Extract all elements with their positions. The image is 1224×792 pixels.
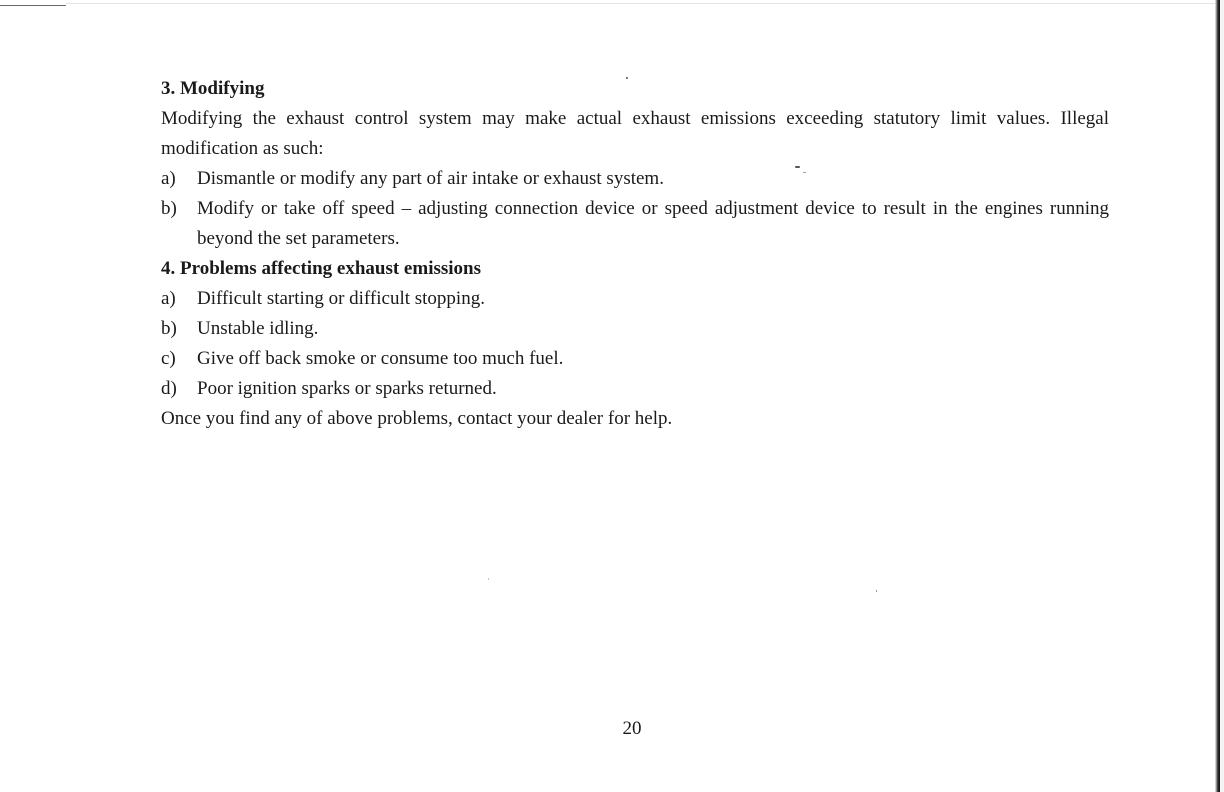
section-intro: Modifying the exhaust control system may make actual exhaust emissions exceeding statutory limit values. Illegal modification as such: — [161, 108, 1109, 159]
list-item — [161, 164, 1109, 194]
list-item-text: Give off back smoke or consume too much fuel. — [197, 348, 564, 369]
scan-edge-mark — [0, 5, 66, 6]
list-item — [161, 344, 1109, 374]
list-item — [161, 194, 1109, 254]
section-heading: 4. Problems affecting exhaust emissions — [161, 258, 481, 279]
page-number: 20 — [622, 718, 642, 739]
list-item-text: Poor ignition sparks or sparks returned. — [197, 378, 497, 399]
list-marker: a) — [161, 288, 176, 309]
list-item — [161, 374, 1109, 404]
list-marker: a) — [161, 168, 176, 189]
scan-right-margin — [1220, 0, 1224, 792]
list-item-text: Modify or take off speed – adjusting connection device or speed adjustment device to result in the engines running beyond the set parameters. — [197, 198, 1109, 249]
section-heading: 3. Modifying — [161, 78, 265, 99]
list-marker: d) — [161, 378, 177, 399]
scan-speck — [876, 590, 877, 592]
section-modifying — [161, 74, 1109, 254]
list-item — [161, 314, 1109, 344]
list-item-text: Difficult starting or difficult stopping. — [197, 288, 485, 309]
manual-page-content — [161, 74, 1109, 434]
list-marker: b) — [161, 198, 177, 219]
list-marker: c) — [161, 348, 176, 369]
list-item — [161, 284, 1109, 314]
list-item-text: Dismantle or modify any part of air intake or exhaust system. — [197, 168, 664, 189]
section-closing: Once you find any of above problems, contact your dealer for help. — [161, 408, 673, 429]
scan-speck — [488, 578, 489, 580]
list-marker: b) — [161, 318, 177, 339]
scan-top-border — [66, 3, 1216, 4]
list-item-text: Unstable idling. — [197, 318, 319, 339]
section-problems — [161, 254, 1109, 434]
